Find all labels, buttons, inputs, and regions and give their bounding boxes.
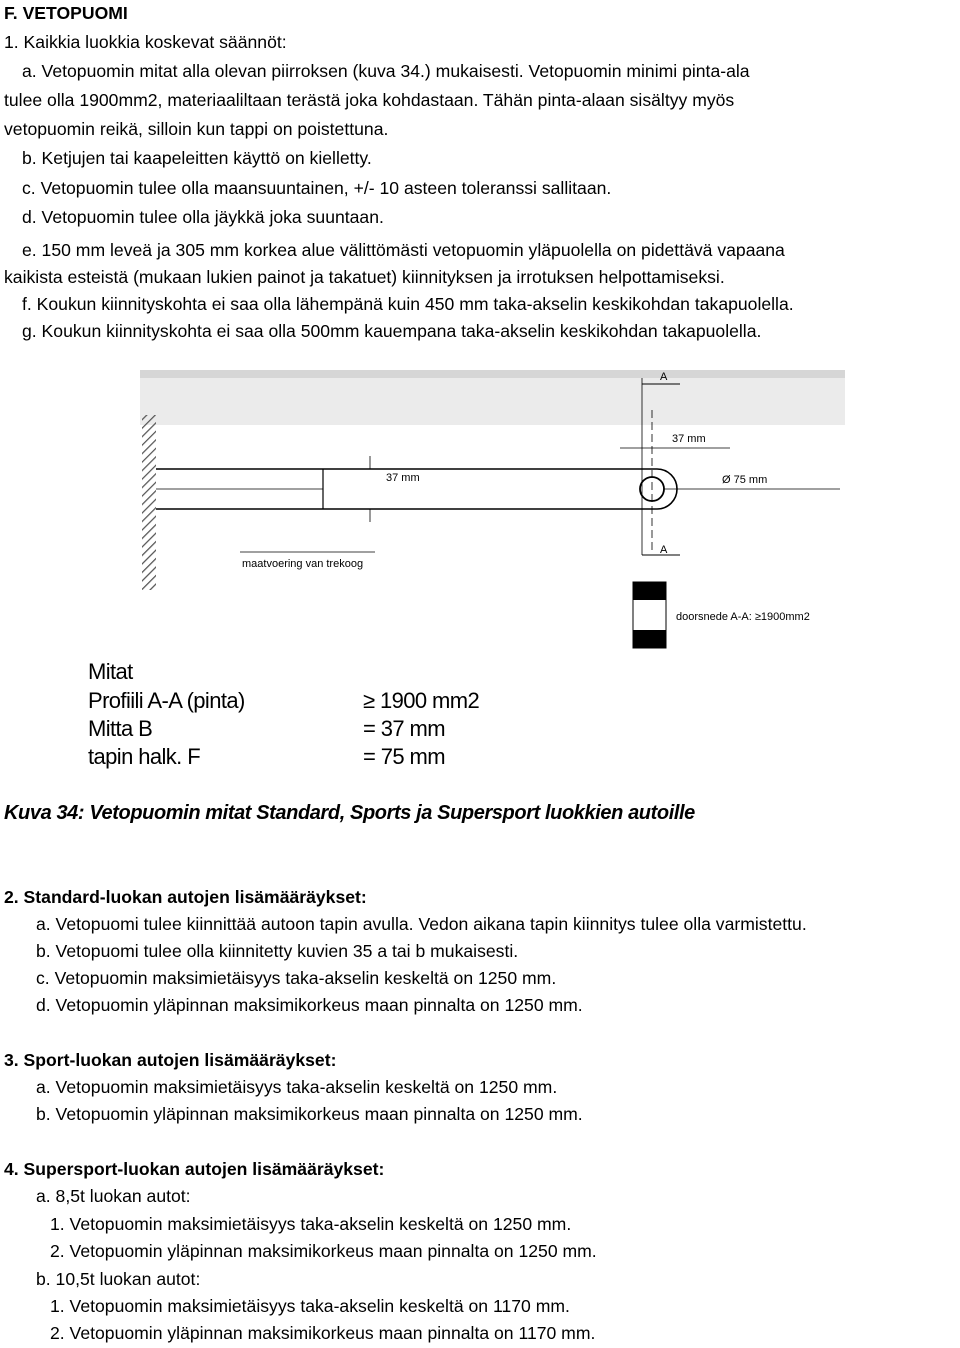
- spec-label-profile: Profiili A-A (pinta): [88, 688, 245, 713]
- standard-item-d: d. Vetopuomin yläpinnan maksimikorkeus maan pinnalta on 1250 mm.: [36, 995, 583, 1015]
- figure-caption: Kuva 34: Vetopuomin mitat Standard, Sports ja Supersport luokkien autoille: [4, 802, 695, 824]
- rule-a-line1: a. Vetopuomin mitat alla olevan piirroksen (kuva 34.) mukaisesti. Vetopuomin minimi pinta-ala: [22, 61, 750, 81]
- section-label-a-top: A: [660, 371, 668, 383]
- supersport-a-item-1: 1. Vetopuomin maksimietäisyys taka-akselin keskeltä on 1250 mm.: [50, 1214, 572, 1234]
- rule-a-line2: tulee olla 1900mm2, materiaaliltaan terästä joka kohdastaan. Tähän pinta-alaan sisältyy myös: [4, 90, 735, 110]
- rule-d: d. Vetopuomin tulee olla jäykkä joka suuntaan.: [22, 207, 384, 227]
- rule-heading-1: 1. Kaikkia luokkia koskevat säännöt:: [4, 32, 287, 52]
- sport-item-b: b. Vetopuomin yläpinnan maksimikorkeus maan pinnalta on 1250 mm.: [36, 1104, 583, 1124]
- standard-item-a: a. Vetopuomi tulee kiinnittää autoon tapin avulla. Vedon aikana tapin kiinnitys tulee olla varmistettu.: [36, 914, 807, 934]
- rule-g: g. Koukun kiinnityskohta ei saa olla 500mm kauempana taka-akselin keskikohdan takapuolella.: [22, 321, 762, 341]
- standard-item-b: b. Vetopuomi tulee olla kiinnitetty kuvien 35 a tai b mukaisesti.: [36, 941, 519, 961]
- rule-e-line1: e. 150 mm leveä ja 305 mm korkea alue välittömästi vetopuomin yläpuolella on pidettävä vapaana: [22, 240, 785, 260]
- section-title: F. VETOPUOMI: [4, 3, 128, 23]
- supersport-sub-a: a. 8,5t luokan autot:: [36, 1186, 191, 1206]
- rule-c: c. Vetopuomin tulee olla maansuuntainen, +/- 10 asteen toleranssi sallitaan.: [22, 178, 612, 198]
- section-profile-label: doorsnede A-A: ≥1900mm2: [676, 611, 810, 623]
- scan-background: [140, 370, 845, 425]
- supersport-heading: 4. Supersport-luokan autojen lisämääräykset:: [4, 1159, 385, 1179]
- drawing-caption: maatvoering van trekoog: [242, 558, 364, 570]
- spec-value-profile: ≥ 1900 mm2: [363, 688, 480, 713]
- standard-heading: 2. Standard-luokan autojen lisämääräykset:: [4, 887, 367, 907]
- dim-37-right-label: 37 mm: [672, 433, 706, 445]
- specs-heading: Mitat: [88, 659, 133, 684]
- rule-a-line3: vetopuomin reikä, silloin kun tappi on poistettuna.: [4, 119, 389, 139]
- standard-item-c: c. Vetopuomin maksimietäisyys taka-akselin keskeltä on 1250 mm.: [36, 968, 557, 988]
- supersport-sub-b: b. 10,5t luokan autot:: [36, 1269, 201, 1289]
- section-profile-bottom: [633, 630, 666, 648]
- spec-label-f: tapin halk. F: [88, 744, 201, 769]
- scan-top-band: [140, 370, 845, 378]
- supersport-b-item-2: 2. Vetopuomin yläpinnan maksimikorkeus maan pinnalta on 1170 mm.: [50, 1323, 596, 1343]
- section-profile-top: [633, 582, 666, 600]
- dim-37-left-label: 37 mm: [386, 472, 420, 484]
- sport-item-a: a. Vetopuomin maksimietäisyys taka-akselin keskeltä on 1250 mm.: [36, 1077, 558, 1097]
- rule-f: f. Koukun kiinnityskohta ei saa olla lähempänä kuin 450 mm taka-akselin keskikohdan takapuolella.: [22, 294, 794, 314]
- sport-heading: 3. Sport-luokan autojen lisämääräykset:: [4, 1050, 337, 1070]
- supersport-a-item-2: 2. Vetopuomin yläpinnan maksimikorkeus maan pinnalta on 1250 mm.: [50, 1241, 597, 1261]
- supersport-b-item-1: 1. Vetopuomin maksimietäisyys taka-akselin keskeltä on 1170 mm.: [50, 1296, 570, 1316]
- spec-value-f: = 75 mm: [363, 744, 445, 769]
- drawbar-drawing: [140, 370, 845, 660]
- dim-75-label: Ø 75 mm: [722, 474, 768, 486]
- section-label-a-bottom: A: [660, 544, 668, 556]
- rule-e-line2: kaikista esteistä (mukaan lukien painot ja takatuet) kiinnityksen ja irrotuksen helpottamiseksi.: [4, 267, 725, 287]
- hatched-wall: [142, 415, 156, 590]
- spec-value-b: = 37 mm: [363, 716, 445, 741]
- rule-b: b. Ketjujen tai kaapeleitten käyttö on kielletty.: [22, 148, 372, 168]
- spec-label-b: Mitta B: [88, 716, 153, 741]
